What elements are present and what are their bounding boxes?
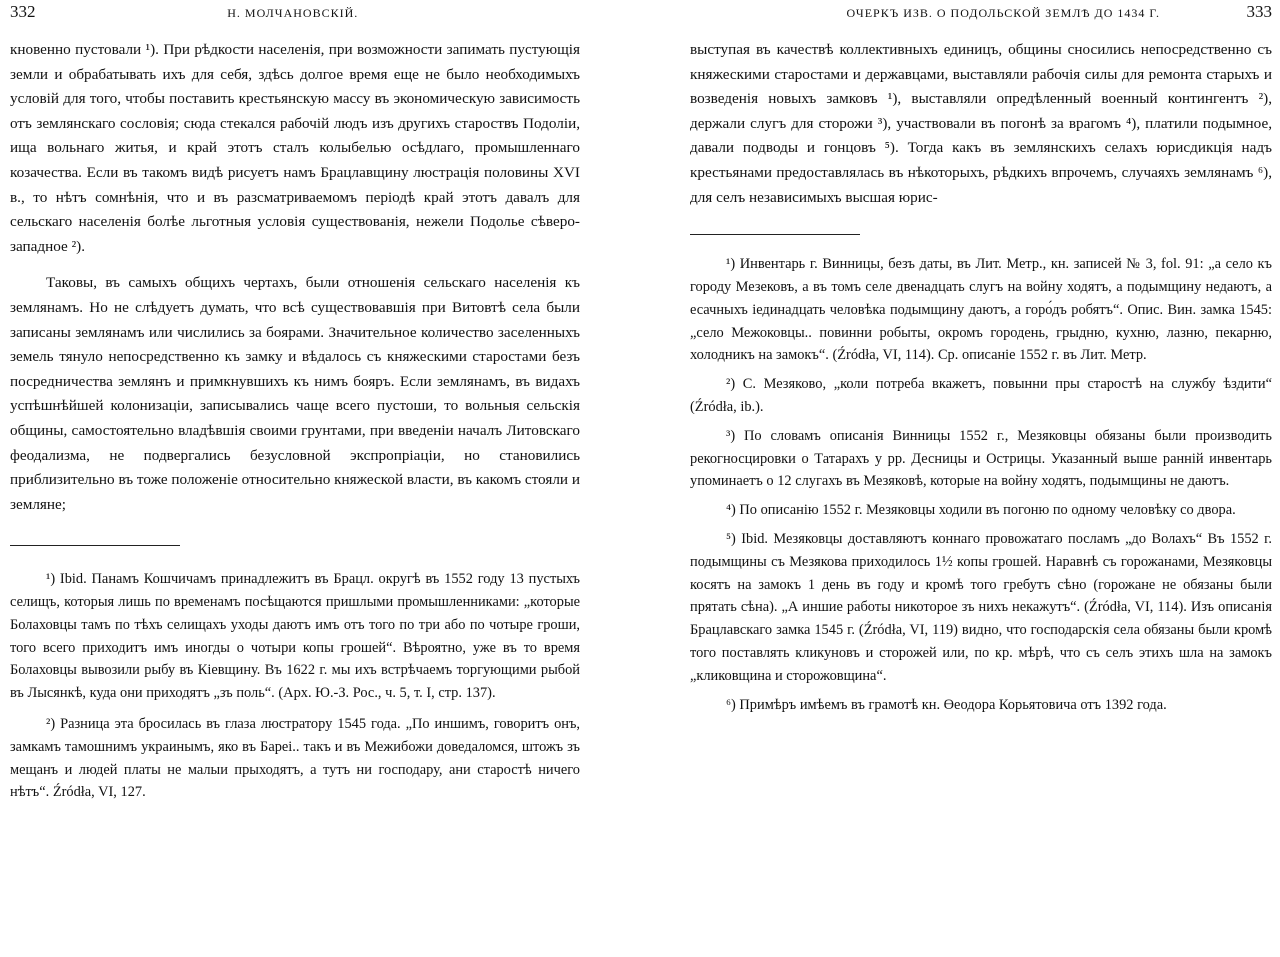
footnote-rule [10,545,180,546]
left-page-header [10,0,580,32]
footnote: ⁵) Ibid. Мезяковцы доставляютъ коннаго провожатаго посламъ „до Волахъ“ Въ 1552 г. подымщины съ Мезякова приходилось 1½ копы грошей. Наравнѣ съ горожанами, Мезяковцы косятъ на замокъ 1 день въ году и кромѣ того гребутъ сѣно (горожане не обязаны были прятать сѣна). „А иншие работы никоторое зъ нихъ некажутъ“. (Źródła, VI, 114). Изъ описанія Брацлавскаго замка 1545 г. (Źródła, VI, 119) видно, что господарскія села обязаны были кромѣ того поставлять кликуновъ и сторожей или, по кр. мѣрѣ, что съ селъ этихъ шла на замокъ „кликовщина и сторожовщина“. [690,530,1272,684]
body-paragraph: кновенно пустовали ¹). При рѣдкости населенія, при возможности запимать пустующія земли и обрабатывать ихъ для себя, здѣсь долгое время еще не было необходимыхъ условій для того, чтобы поставить крестьянскую массу въ экономическую зависимость отъ землянскаго сословія; сюда стекался рабочій людъ изъ другихъ староствъ Подоліи, ища вольнаго житья, и край этотъ сталъ колыбелью осѣдлаго, промышленнаго козачества. Если въ такомъ видѣ рисуетъ намъ Брацлавщину люстрація половины XVI в., то нѣтъ сомнѣнія, что и въ разсматриваемомъ періодѣ край этотъ давалъ для сельскаго населенія болѣе льготныя условія существованія, нежели Подолье сѣверо-западное ²). [10,41,580,255]
footnote: ⁴) По описанію 1552 г. Мезяковцы ходили въ погоню по одному человѣку со двора. [726,502,1236,519]
body-paragraph: Таковы, въ самыхъ общихъ чертахъ, были отношенія сельскаго населенія къ землянамъ. Но не слѣдуетъ думать, что всѣ существовавшія при Витовтѣ села были записаны землянамъ или числились за боярами. Значительное количество заселенныхъ земель тянуло непосредственно къ замку и вѣдалось съ княжескими старостами безъ посредничества землянъ и примкнувшихъ къ нимъ бояръ. Если землянамъ, въ видахъ успѣшнѣйшей колонизаціи, записывались чаще всего пустоши, то вольныя сельскія общины, самостоятельно владѣвшія своими грунтами, при введеніи началъ Литовскаго феодализма, не подвергались безусловной экспропріаціи, но становились приблизительно въ тоже положеніе относительно княжеской власти, въ какомъ стояли и земляне; [10,274,580,513]
footnote: ⁶) Примѣръ имѣемъ въ грамотѣ кн. Өеодора Корьятовича отъ 1392 года. [726,696,1167,713]
footnote-rule [690,234,860,235]
left-page [0,0,590,957]
running-head: ОЧЕРКЪ ИЗВ. О ПОДОЛЬСКОЙ ЗЕМЛѢ ДО 1434 Г. [846,6,1160,20]
footnote: ¹) Ibid. Панамъ Кошчичамъ принадлежитъ въ Брацл. округѣ въ 1552 году 13 пустыхъ селищъ, которыя лишь по временамъ посѣщаются пришлыми промышленниками: „которые Болаховцы тамъ по тѣхъ селищахъ уходы даютъ имъ отъ того по три або по чотыре гроши, того всего приходитъ имъ иногды о чотыри копы грошей“. Вѣроятно, уже въ то время Болаховцы вывозили рыбу въ Кіевщину. Въ 1622 г. мы ихъ встрѣчаемъ торгующими рыбой въ Лысянкѣ, куда они приходятъ „зъ поль“. (Арх. Ю.-З. Рос., ч. 5, т. I, стр. 137). [10,571,580,702]
footnote: ³) По словамъ описанія Винницы 1552 г., Мезяковцы обязаны были производить рекогносцировки о Татарахъ у рр. Десницы и Острицы. Указанный выше ранній инвентарь упоминаетъ о 12 слугахъ въ Мезяковѣ, которые на войну ходятъ, подымщины не даютъ. [690,427,1272,490]
body-paragraph: выступая въ качествѣ коллективныхъ единицъ, общины сносились непосредственно съ княжескими старостами и державцами, выставляли рабочія силы для ремонта старыхъ и возведенія новыхъ замковъ ¹), выставляли опредѣленный военный контингентъ ²), держали слугъ для сторожи ³), участвовали въ погонѣ за врагомъ ⁴), платили подымное, давали подводы и гонцовъ ⁵). Тогда какъ въ землянскихъ селахъ юрисдикція надъ крестьянами предоставлялась въ нѣкоторыхъ, рѣдкихъ впрочемъ, случаяхъ землянамъ ⁶), для селъ независимыхъ высшая юрис- [690,41,1272,206]
running-head: Н. МОЛЧАНОВСКІЙ. [227,6,359,20]
footnote: ²) Разница эта бросилась въ глаза люстратору 1545 года. „По иншимъ, говоритъ онъ, замкамъ тамошнимъ украинымъ, яко въ Бареі.. такъ и въ Межибожи доведаломся, штожъ зъ мещанъ и людей платы не малыи прыходятъ, а тутъ ни господару, ани старостѣ ничего нѣтъ“. Źródła, VI, 127. [10,716,580,801]
right-page-header [690,0,1272,32]
right-page [690,0,1280,957]
page-number: 332 [10,2,36,21]
page-number: 333 [1246,2,1272,21]
footnote: ²) С. Мезяково, „коли потреба вкажетъ, повынни пры старостѣ на службу ѣздити“ (Źródła, ib.). [690,376,1272,415]
footnote: ¹) Инвентарь г. Винницы, безъ даты, въ Лит. Метр., кн. записей № 3, fol. 91: „а село къ городу Мезековъ, а въ томъ селе двенадцать слугъ на войну ходятъ, а подымщину недаютъ, а есачныхъ іединадцать человѣка подымщину даютъ, а горо́дъ робятъ“. Опис. Вин. замка 1545: „село Межоковцы.. повинни робыты, окромъ городень, грыдню, кухню, лазню, пекарню, холодникъ на замокъ“. (Źródła, VI, 114). Ср. описаніе 1552 г. въ Лит. Метр. [690,256,1272,364]
